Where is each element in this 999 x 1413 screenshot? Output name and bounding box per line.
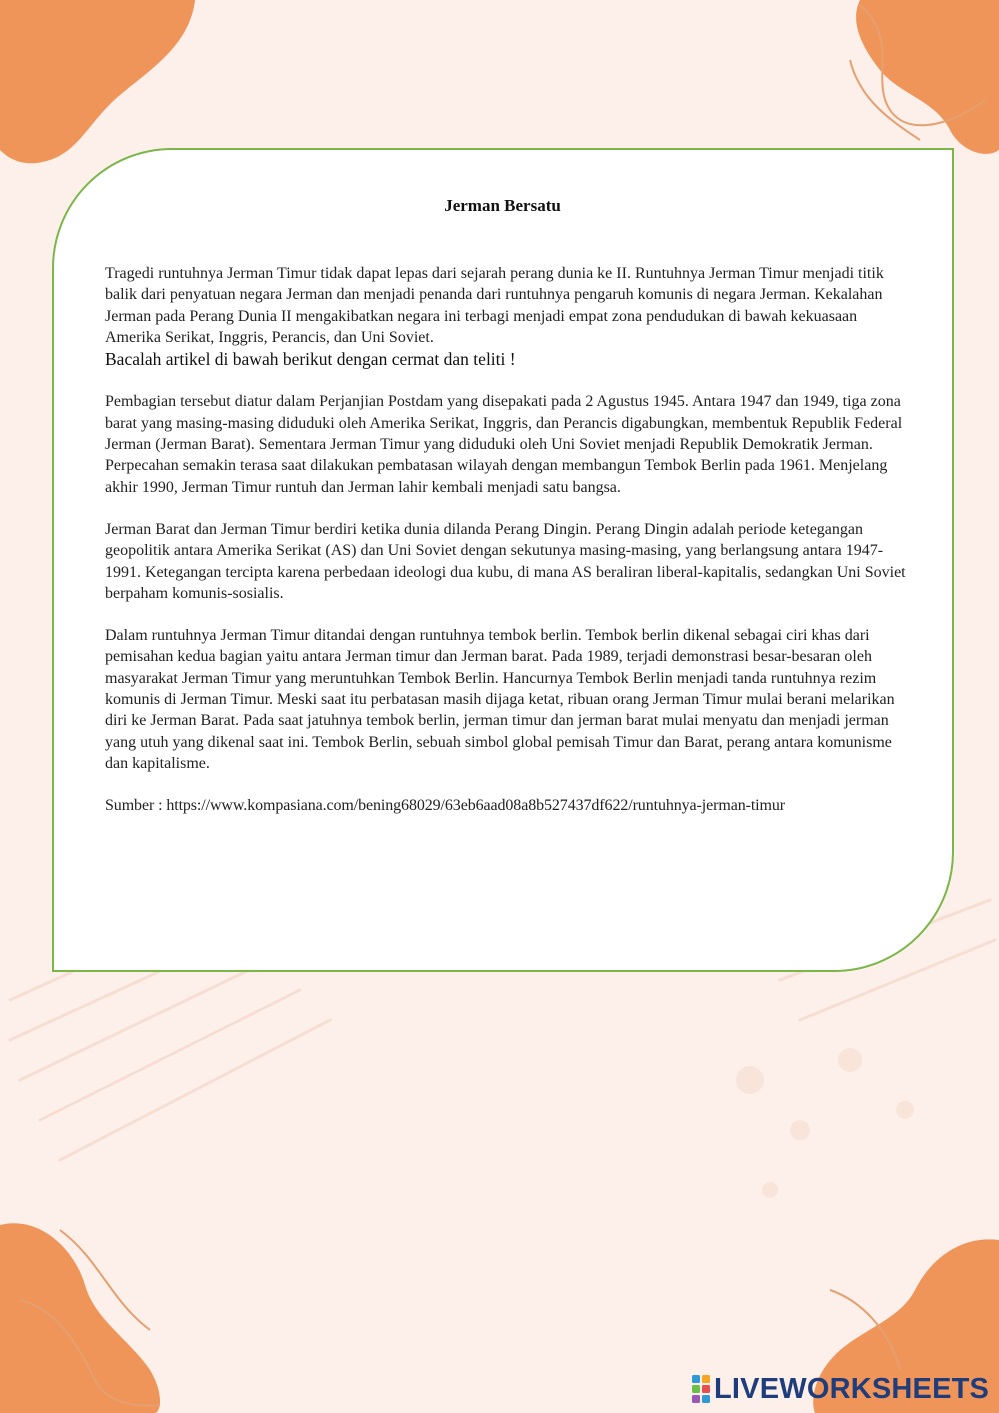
intro-paragraph xyxy=(105,263,910,370)
source-citation: Sumber : https://www.kompasiana.com/bening68029/63eb6aad08a8b527437df622/runtuhnya-jerman-timur xyxy=(105,797,786,815)
liveworksheets-logo[interactable] xyxy=(692,1372,989,1406)
reading-instruction: Bacalah artikel di bawah berikut dengan cermat dan teliti ! xyxy=(105,349,516,370)
liveworksheets-logo-icon xyxy=(692,1375,710,1403)
background-dots xyxy=(736,1048,914,1198)
intro-text: Tragedi runtuhnya Jerman Timur tidak dapat lepas dari sejarah perang dunia ke II. Runtuhnya Jerman Timur menjadi titik balik dari penyatuan negara Jerman dan menjadi penanda dari runtuhnya pengaruh komunis di negara Jerman. Kekalahan Jerman pada Perang Dunia II mengakibatkan negara ini terbagi menjadi empat zona pendudukan di bawah kekuasaan Amerika Serikat, Inggris, Perancis, dan Uni Soviet. xyxy=(105,265,884,346)
top-left-blob xyxy=(0,0,195,163)
article-paragraph: Pembagian tersebut diatur dalam Perjanjian Postdam yang disepakati pada 2 Agustus 1945. Antara 1947 dan 1949, tiga zona barat yang masing-masing diduduki oleh Amerika Serikat, Inggris, dan Perancis digabungkan, membentuk Republik Federal Jerman (Jerman Barat). Sementara Jerman Timur yang diduduki oleh Uni Soviet menjadi Republik Demokratik Jerman. Perpecahan semakin terasa saat dilakukan pembatasan wilayah dengan membangun Tembok Berlin pada 1961. Menjelang akhir 1990, Jerman Timur runtuh dan Jerman lahir kembali menjadi satu bangsa. xyxy=(105,393,903,496)
article-paragraph: Jerman Barat dan Jerman Timur berdiri ketika dunia dilanda Perang Dingin. Perang Dingin adalah periode ketegangan geopolitik antara Amerika Serikat (AS) dan Uni Soviet dengan sekutunya masing-masing, yang berlangsung antara 1947-1991. Ketegangan tercipta karena perbedaan ideologi dua kubu, di mana AS beraliran liberal-kapitalis, sedangkan Uni Soviet berpaham komunis-sosialis. xyxy=(105,520,906,602)
article-body xyxy=(105,263,910,838)
logo-text: LIVEWORKSHEETS xyxy=(714,1372,990,1405)
top-right-blob xyxy=(856,0,999,154)
article-paragraph: Dalam runtuhnya Jerman Timur ditandai dengan runtuhnya tembok berlin. Tembok berlin dikenal sebagai ciri khas dari pemisahan kedua bagian yaitu antara Jerman timur dan Jerman barat. Pada 1989, terjadi demonstrasi besar-besaran oleh masyarakat Jerman Timur yang meruntuhkan Tembok Berlin. Hancurnya Tembok Berlin menjadi tanda runtuhnya rezim komunis di Jerman Timur. Meski saat itu perbatasan masih dijaga ketat, ribuan orang Jerman Timur mulai berani melarikan diri ke Jerman Barat. Pada saat jatuhnya tembok berlin, jerman timur dan jerman barat mulai menyatu dan menjadi jerman yang utuh yang dikenal saat ini. Tembok Berlin, sebuah simbol global pemisah Timur dan Barat, perang antara komunisme dan kapitalisme. xyxy=(105,627,895,772)
article-title: Jerman Bersatu xyxy=(444,196,561,215)
